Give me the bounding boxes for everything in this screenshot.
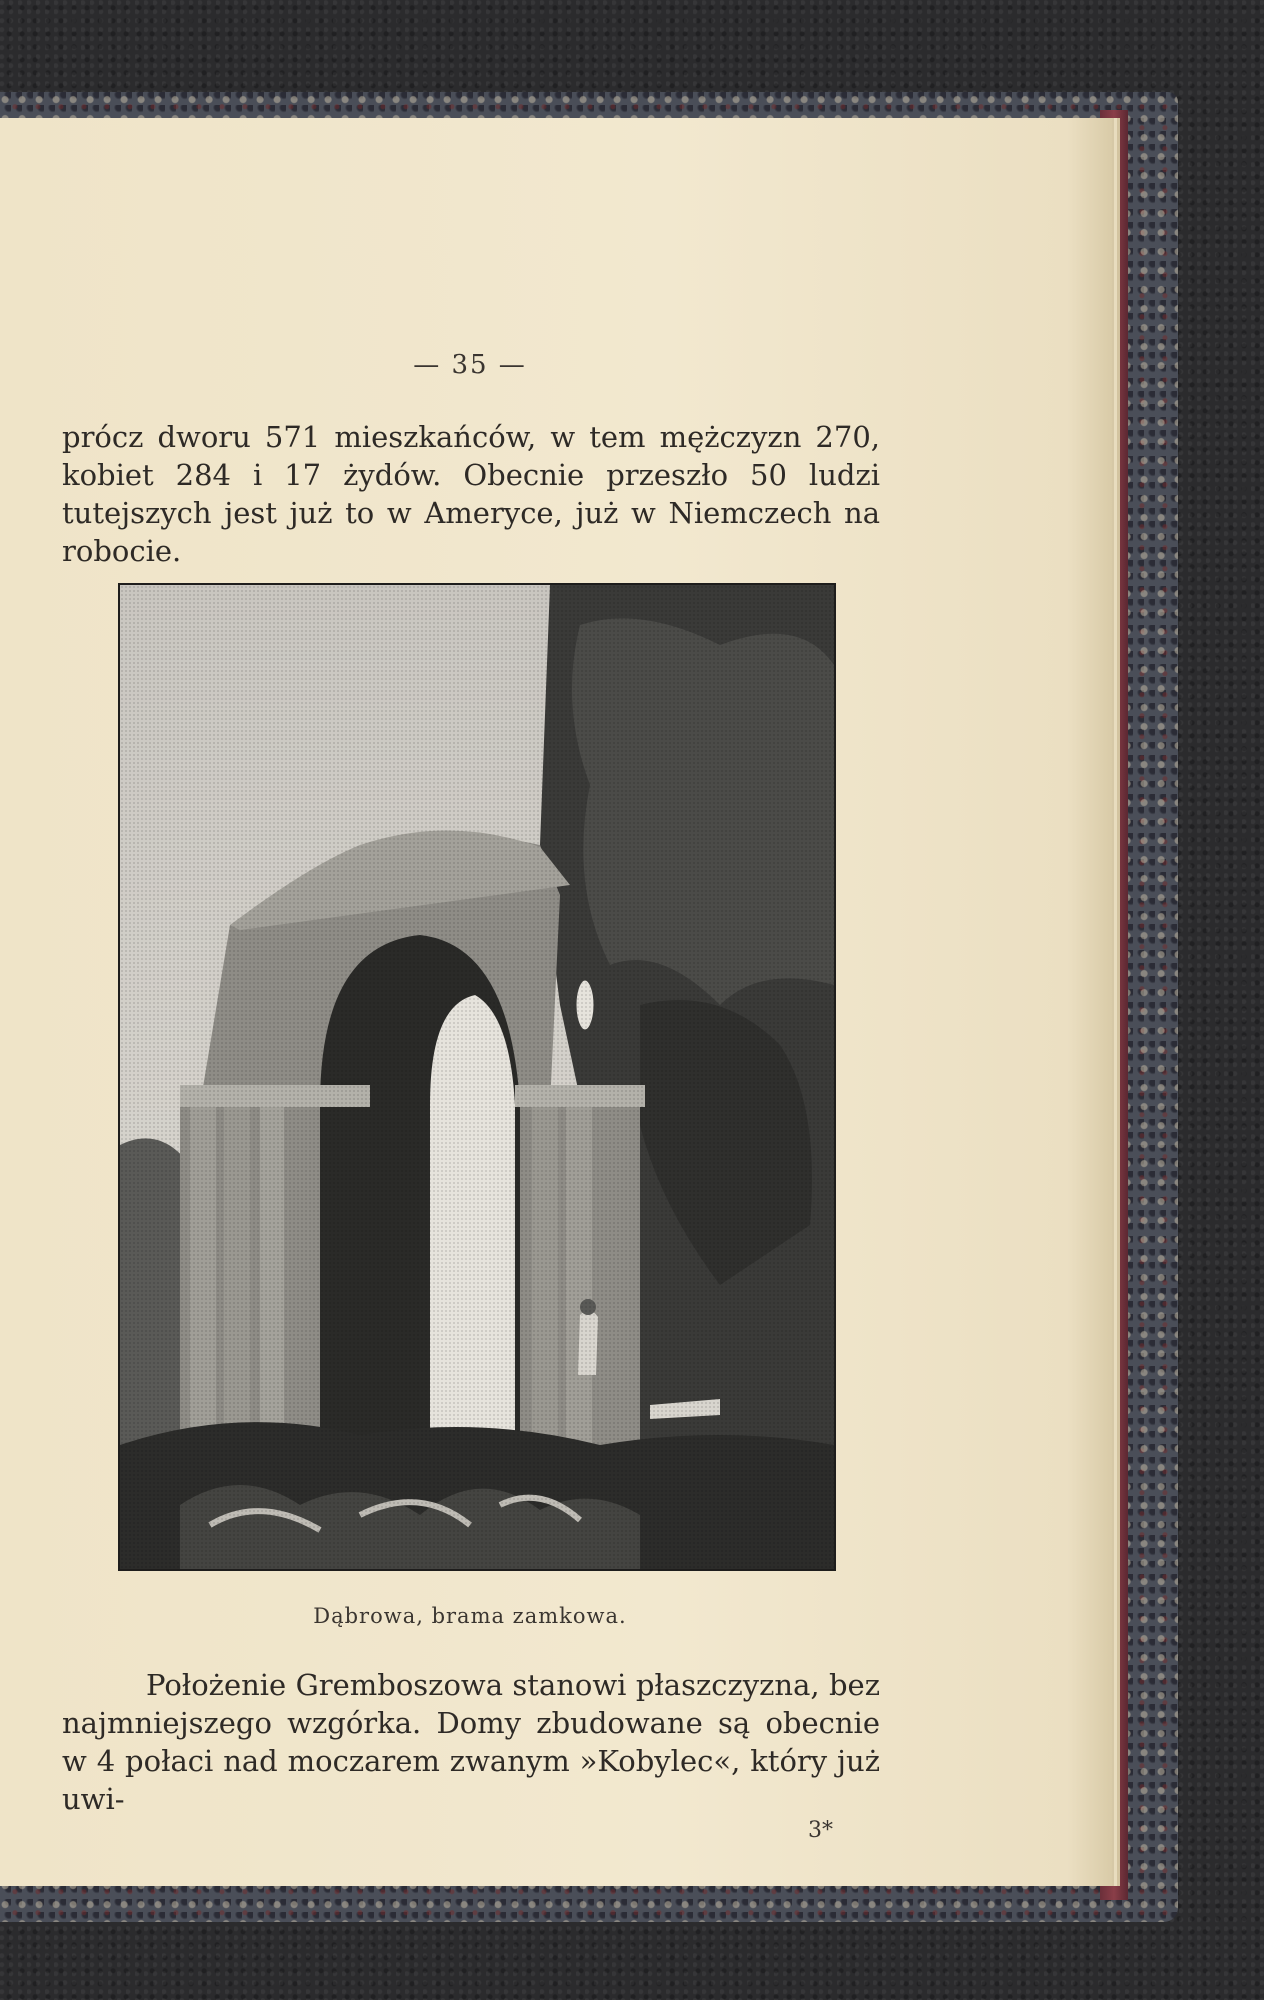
photo-plate xyxy=(118,583,836,1571)
paragraph-top: prócz dworu 571 mieszkańców, w tem mężczyzn 270, kobiet 284 i 17 żydów. Obecnie przeszło 50 ludzi tutejszych jest już to w Ameryce, już w Niemczech na robocie. xyxy=(62,420,880,568)
book-page xyxy=(0,118,1112,1886)
castle-gate-photograph xyxy=(120,585,834,1569)
signature-mark: 3* xyxy=(808,1818,833,1843)
figure-caption: Dąbrowa, brama zamkowa. xyxy=(313,1604,627,1628)
paragraph-bottom: Położenie Gremboszowa stanowi płaszczyzna, bez najmniejszego wzgórka. Domy zbudowane są obecnie w 4 połaci nad moczarem zwanym »Kobylec«, który już uwi- xyxy=(62,1668,880,1816)
page-number: — 35 — xyxy=(413,350,527,380)
